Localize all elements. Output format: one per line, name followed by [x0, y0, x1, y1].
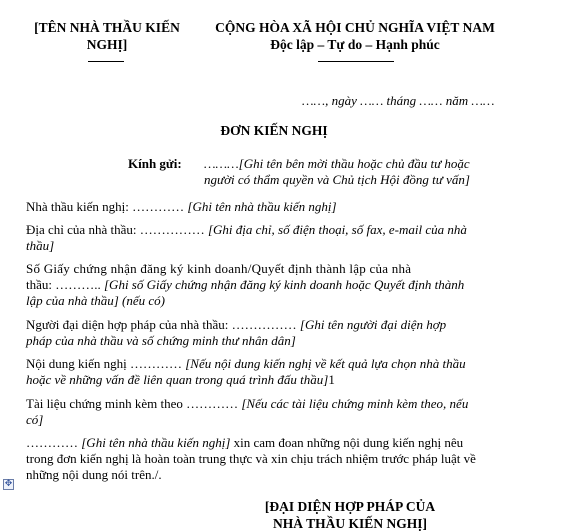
- documents-hint-1: [Nếu các tài liệu chứng minh kèm theo, nếu: [241, 396, 469, 411]
- contractor-name-line1: [TÊN NHÀ THẦU KIẾN: [34, 20, 180, 35]
- content-hint-1: [Nếu nội dung kiến nghị về kết quả lựa chọn nhà thầu: [185, 356, 466, 371]
- address-hint-2: thầu]: [26, 238, 55, 253]
- certificate-line1: Số Giấy chứng nhận đăng ký kinh doanh/Quyết định thành lập của nhà: [26, 261, 412, 276]
- declaration-line2: trong đơn kiến nghị là hoàn toàn trung thực và xin chịu trách nhiệm trước pháp luật về: [26, 451, 476, 466]
- content-field: [26, 356, 522, 388]
- left-header-rule: [88, 61, 124, 62]
- date-line: ……, ngày …… tháng …… năm ……: [302, 93, 495, 108]
- documents-hint-2: có]: [26, 412, 44, 427]
- content-footnote: 1: [328, 372, 335, 387]
- representative-field: [26, 317, 522, 349]
- declaration-paragraph: [26, 435, 522, 483]
- signature-line2: NHÀ THẦU KIẾN NGHỊ]: [273, 516, 427, 531]
- certificate-label: thầu: ………..: [26, 277, 101, 292]
- recipient-line1: ………[Ghi tên bên mời thầu hoặc chủ đầu tư hoặc: [204, 156, 470, 171]
- right-header-rule: [318, 61, 394, 62]
- documents-label: Tài liệu chứng minh kèm theo …………: [26, 396, 239, 411]
- representative-label: Người đại diện hợp pháp của nhà thầu: ……………: [26, 317, 297, 332]
- national-motto: Độc lập – Tự do – Hạnh phúc: [270, 37, 440, 52]
- declaration-line1: xin cam đoan những nội dung kiến nghị nêu: [233, 435, 464, 450]
- contractor-label: Nhà thầu kiến nghị: …………: [26, 199, 185, 214]
- contractor-name-header: [22, 19, 192, 53]
- certificate-field: [26, 261, 522, 309]
- signature-line1: [ĐẠI DIỆN HỢP PHÁP CỦA: [264, 499, 436, 514]
- certificate-hint-2: lập của nhà thầu] (nếu có): [26, 293, 166, 308]
- documents-field: [26, 396, 522, 428]
- recipient-label: Kính gửi:: [128, 156, 182, 171]
- national-title: CỘNG HÒA XÃ HỘI CHỦ NGHĨA VIỆT NAM: [215, 20, 495, 35]
- document-title: ĐƠN KIẾN NGHỊ: [220, 123, 328, 138]
- address-label: Địa chỉ của nhà thầu: ……………: [26, 222, 205, 237]
- content-hint-2: hoặc về những vấn đề liên quan trong quá trình đấu thầu]: [26, 372, 329, 387]
- national-header: [202, 19, 508, 53]
- contractor-hint: [Ghi tên nhà thầu kiến nghị]: [187, 199, 337, 214]
- content-label: Nội dung kiến nghị …………: [26, 356, 182, 371]
- declaration-hint: [Ghi tên nhà thầu kiến nghị]: [81, 435, 231, 450]
- address-field: [26, 222, 522, 254]
- contractor-name-line2: NGHỊ]: [86, 37, 128, 52]
- signature-block: [230, 498, 470, 532]
- contractor-field: [26, 199, 522, 215]
- move-handle-icon[interactable]: ✥: [4, 479, 13, 489]
- representative-hint-1: [Ghi tên người đại diện hợp: [299, 317, 447, 332]
- representative-hint-2: pháp của nhà thầu và số chứng minh thư nhân dân]: [26, 333, 296, 348]
- certificate-hint-1: [Ghi số Giấy chứng nhận đăng ký kinh doanh hoặc Quyết định thành: [104, 277, 465, 292]
- address-hint-1: [Ghi địa chỉ, số điện thoại, số fax, e-mail của nhà: [207, 222, 467, 237]
- declaration-prefix: …………: [26, 435, 78, 450]
- declaration-line3: những nội dung nói trên./.: [26, 467, 162, 482]
- recipient-line2: người có thẩm quyền và Chủ tịch Hội đồng tư vấn]: [204, 172, 470, 187]
